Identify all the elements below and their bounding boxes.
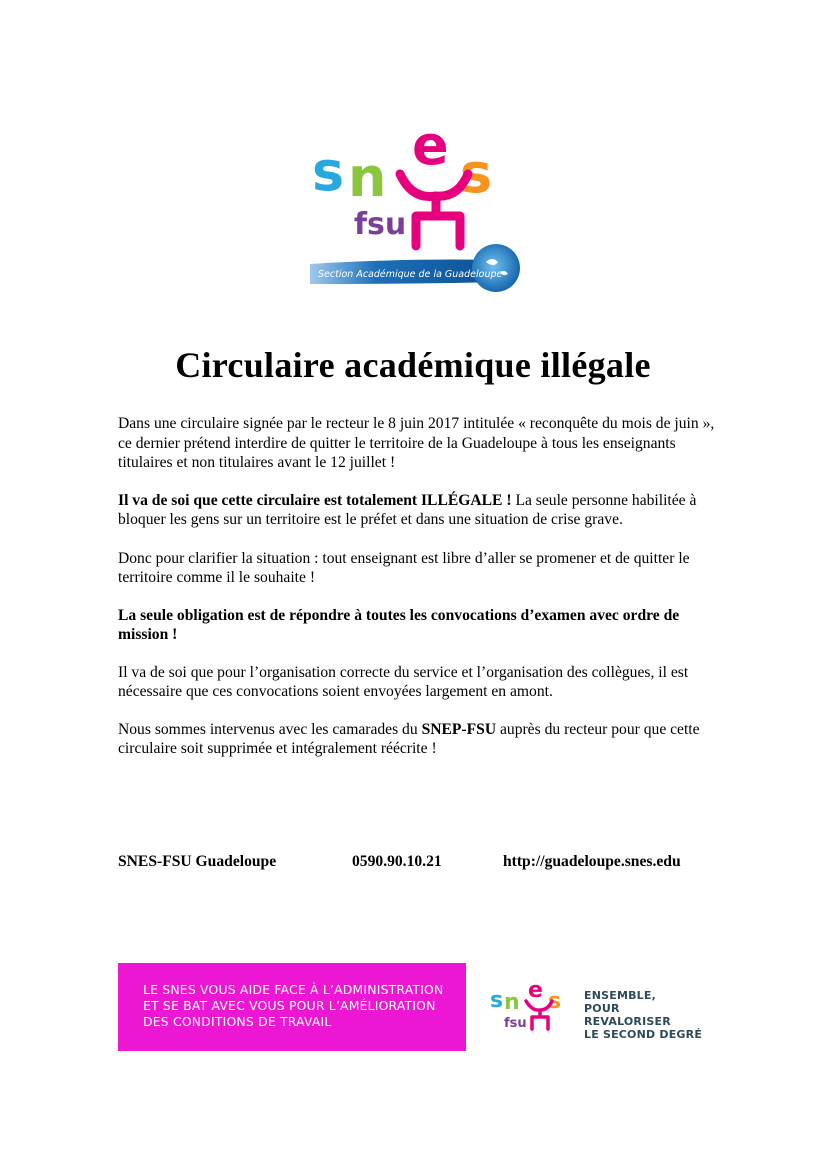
paragraph-4	[118, 606, 716, 645]
tagline-3: LE SECOND DEGRÉ	[584, 1028, 703, 1041]
paragraph-2	[118, 491, 716, 530]
footer-phone: 0590.90.10.21	[352, 853, 442, 870]
footer-url[interactable]: http://guadeloupe.snes.edu	[503, 853, 681, 870]
paragraph-3: Donc pour clarifier la situation : tout enseignant est libre d’aller se promener et de quitter le territoire comme il le souhaite !	[118, 549, 690, 586]
svg-text:n: n	[504, 990, 520, 1015]
footer-org: SNES-FSU Guadeloupe	[118, 853, 277, 870]
banner-tagline	[584, 989, 708, 1041]
paragraph-5: Il va de soi que pour l’organisation correcte du service et l’organisation des collègues, il est nécessaire que ces convocations soient envoyées largement en amont.	[118, 663, 689, 700]
paragraph-4-bold: La seule obligation est de répondre à toutes les convocations d’examen avec ordre de mission !	[118, 606, 680, 643]
snes-fsu-logo-graphic	[300, 112, 528, 304]
article-body	[118, 414, 716, 777]
paragraph-1: Dans une circulaire signée par le recteur le 8 juin 2017 intitulée « reconquête du mois de juin », ce dernier prétend interdire de quitter le territoire de la Guadeloupe à tous les enseignants titulaires et non titulaires avant le 12 juillet !	[118, 415, 715, 471]
banner-message	[118, 963, 466, 1051]
tagline-2: POUR REVALORISER	[584, 1002, 671, 1028]
paragraph-6	[118, 720, 716, 759]
svg-text:s: s	[490, 988, 504, 1013]
banner-line-2: ET SE BAT AVEC VOUS POUR L’AMÉLIORATION	[143, 998, 436, 1013]
logo-n: n	[348, 146, 387, 209]
paragraph-6-pre: Nous sommes intervenus avec les camarades du	[118, 720, 422, 738]
logo-s2: s	[460, 142, 493, 205]
logo-s1: s	[312, 140, 345, 203]
tagline-1: ENSEMBLE,	[584, 989, 656, 1002]
bottom-banner	[118, 963, 708, 1051]
paragraph-6-bold: SNEP-FSU	[421, 720, 497, 738]
logo-ribbon-text: Section Académique de la Guadeloupe	[318, 269, 503, 280]
banner-snes-logo	[488, 977, 578, 1042]
svg-text:e: e	[528, 978, 543, 1003]
svg-text:s: s	[548, 989, 562, 1014]
logo-e: e	[412, 114, 449, 177]
paragraph-2-bold: Il va de soi que cette circulaire est totalement ILLÉGALE !	[118, 491, 512, 509]
page-title: Circulaire académique illégale	[175, 345, 651, 385]
logo-fsu: fsu	[354, 207, 407, 242]
banner-line-3: DES CONDITIONS DE TRAVAIL	[143, 1014, 332, 1029]
paragraph-6-post: auprès du recteur pour que cette circulaire soit supprimée et intégralement réécrite !	[118, 720, 700, 757]
snes-fsu-logo	[300, 112, 528, 304]
banner-line-1: LE SNES VOUS AIDE FACE À L’ADMINISTRATION	[143, 982, 444, 997]
globe-icon	[472, 244, 520, 292]
paragraph-2-rest: La seule personne habilitée à bloquer les gens sur un territoire est le préfet et dans une situation de crise grave.	[118, 491, 697, 528]
svg-text:fsu: fsu	[504, 1016, 527, 1031]
